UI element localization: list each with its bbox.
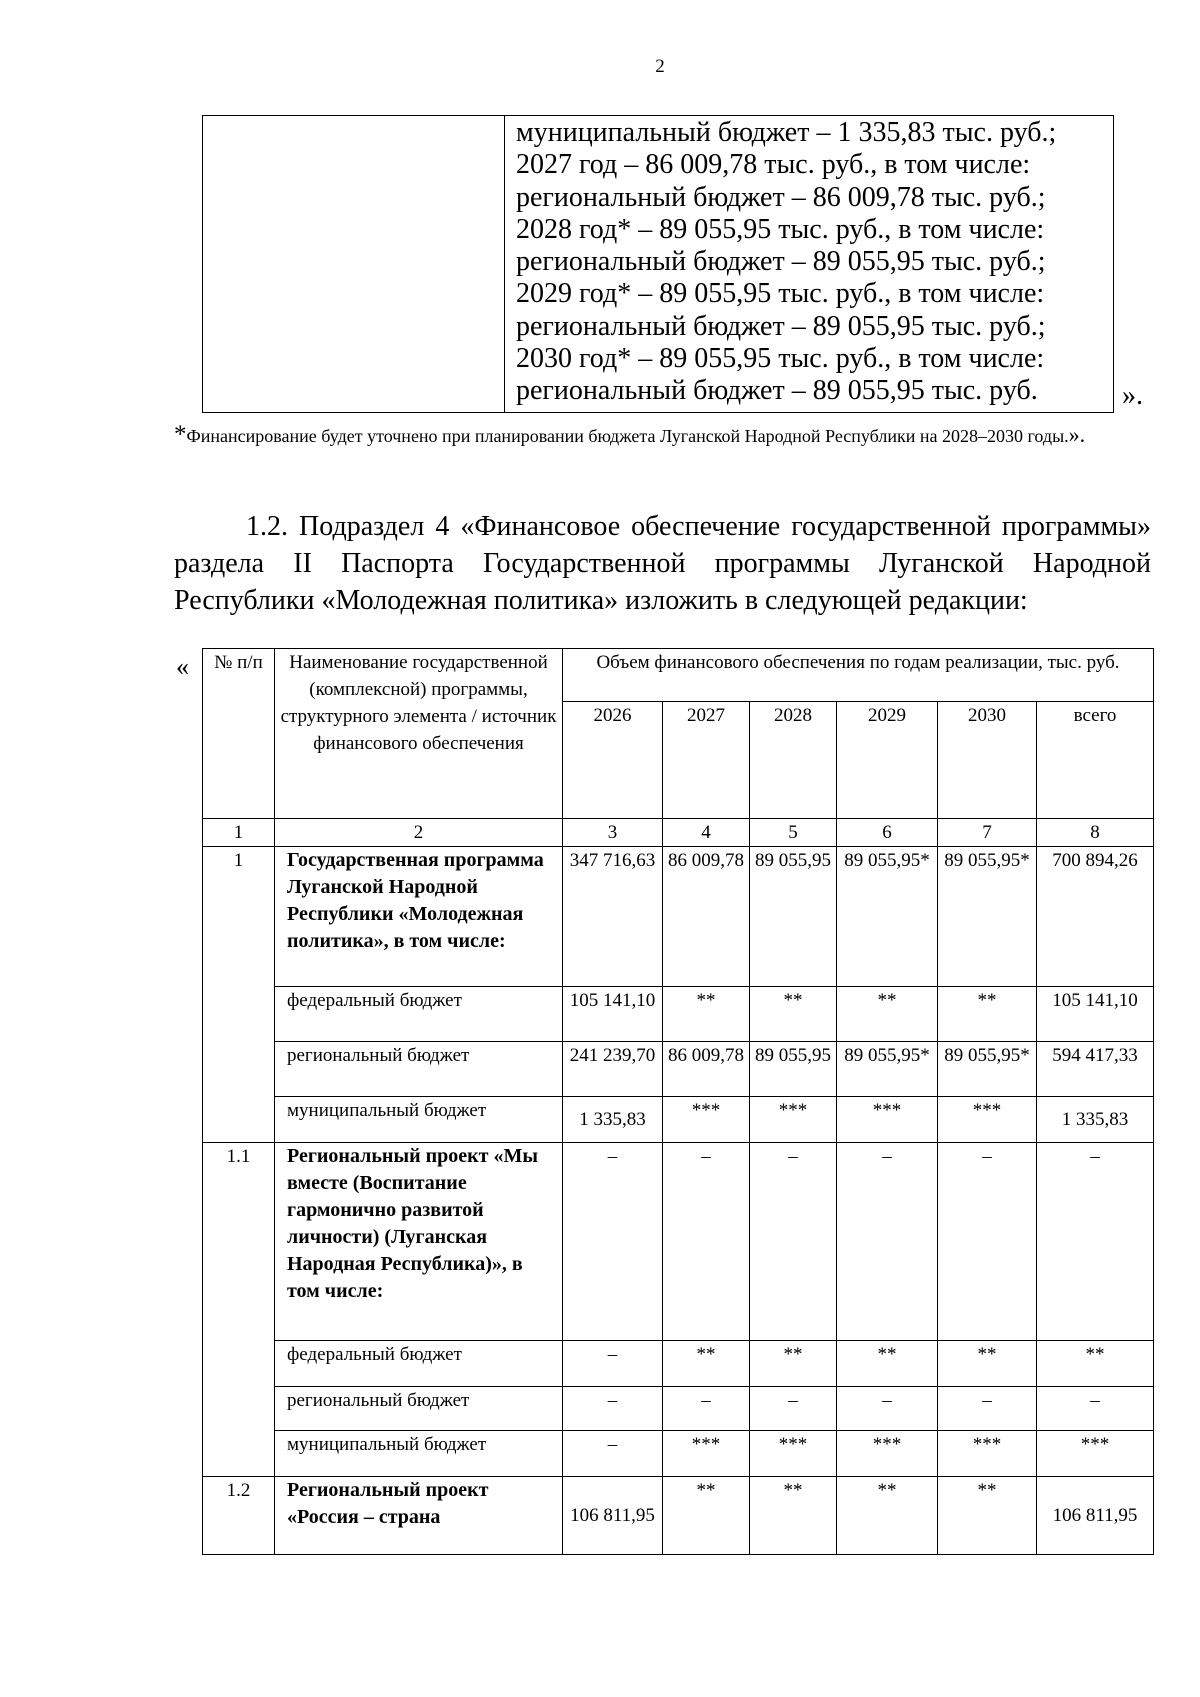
closing-quote: ». xyxy=(1122,380,1143,411)
value-cell: 89 055,95 xyxy=(750,847,837,987)
index-cell: 3 xyxy=(563,819,663,847)
table-row xyxy=(203,1042,1154,1097)
value-cell: – xyxy=(938,1143,1037,1341)
funding-line: муниципальный бюджет – 1 335,83 тыс. руб.; xyxy=(516,117,1057,148)
funding-line: 2029 год* – 89 055,95 тыс. руб., в том числе: xyxy=(516,278,1045,310)
header-row xyxy=(203,649,1154,702)
funding-line: региональный бюджет – 89 055,95 тыс. руб.; xyxy=(516,246,1046,278)
value-cell: ** xyxy=(663,1341,750,1387)
table-row xyxy=(203,1477,1154,1555)
value-cell: – xyxy=(750,1387,837,1431)
value-cell: ** xyxy=(938,1477,1037,1555)
value-cell: *** xyxy=(663,1097,750,1143)
header-total: всего xyxy=(1037,702,1154,819)
index-row xyxy=(203,819,1154,847)
value-cell: *** xyxy=(750,1097,837,1143)
funding-line: 2027 год – 86 009,78 тыс. руб., в том числе: xyxy=(516,149,1031,181)
value-cell: – xyxy=(563,1341,663,1387)
value-cell: – xyxy=(1037,1143,1154,1341)
header-year: 2028 xyxy=(750,702,837,819)
program-name: Государственная программа Луганской Народной Республики «Молодежная политика», в том числе: xyxy=(275,847,563,987)
amendment-paragraph xyxy=(174,508,1151,619)
paragraph-line: Республики «Молодежная политика» изложить в следующей редакции: xyxy=(174,585,1028,616)
value-cell: ** xyxy=(837,1477,938,1555)
value-cell: ** xyxy=(750,1341,837,1387)
value-cell: 89 055,95* xyxy=(837,847,938,987)
project-name: Региональный проект «Россия – страна xyxy=(275,1477,563,1555)
value-cell: 1 335,83 xyxy=(563,1097,663,1143)
value-cell: 241 239,70 xyxy=(563,1042,663,1097)
table-row xyxy=(203,1143,1154,1341)
value-cell: *** xyxy=(1037,1431,1154,1477)
value-cell: ** xyxy=(938,1341,1037,1387)
index-cell: 7 xyxy=(938,819,1037,847)
header-year: 2029 xyxy=(837,702,938,819)
table-row xyxy=(203,987,1154,1042)
value-cell: ** xyxy=(1037,1341,1154,1387)
value-cell: 1 335,83 xyxy=(1037,1097,1154,1143)
value-cell: *** xyxy=(837,1097,938,1143)
index-cell: 6 xyxy=(837,819,938,847)
index-cell: 8 xyxy=(1037,819,1154,847)
index-cell: 5 xyxy=(750,819,837,847)
value-cell: ** xyxy=(663,987,750,1042)
value-cell: – xyxy=(563,1431,663,1477)
header-year: 2027 xyxy=(663,702,750,819)
header-volume: Объем финансового обеспечения по годам реализации, тыс. руб. xyxy=(563,649,1154,702)
source-name: муниципальный бюджет xyxy=(275,1097,563,1143)
value-cell: – xyxy=(837,1387,938,1431)
footnote-text: Финансирование будет уточнено при планировании бюджета Луганской Народной Республики на 2028–2030 годы. xyxy=(186,426,1069,446)
page-number: 2 xyxy=(655,56,665,77)
funding-line: 2030 год* – 89 055,95 тыс. руб., в том числе: xyxy=(516,343,1045,375)
value-cell: – xyxy=(750,1143,837,1341)
footnote-end-quote: ». xyxy=(1068,422,1086,447)
financing-table xyxy=(202,648,1154,1555)
table-row xyxy=(203,1097,1154,1143)
funding-summary-table xyxy=(202,115,1114,413)
value-cell: 86 009,78 xyxy=(663,1042,750,1097)
value-cell: – xyxy=(1037,1387,1154,1431)
value-cell: ** xyxy=(837,987,938,1042)
value-cell: 105 141,10 xyxy=(563,987,663,1042)
value-cell: 700 894,26 xyxy=(1037,847,1154,987)
value-cell: ** xyxy=(938,987,1037,1042)
index-cell: 1 xyxy=(203,819,275,847)
row-num: 1.2 xyxy=(203,1477,275,1555)
paragraph-line: 1.2. Подраздел 4 «Финансовое обеспечение государственной программы» xyxy=(246,511,1151,542)
value-cell: 594 417,33 xyxy=(1037,1042,1154,1097)
value-cell: 89 055,95* xyxy=(837,1042,938,1097)
source-name: федеральный бюджет xyxy=(275,1341,563,1387)
header-num: № п/п xyxy=(203,649,275,819)
value-cell: ** xyxy=(663,1477,750,1555)
paragraph-line: раздела II Паспорта Государственной программы Луганской Народной xyxy=(174,548,1151,579)
index-cell: 2 xyxy=(275,819,563,847)
value-cell: 86 009,78 xyxy=(663,847,750,987)
funding-line: 2028 год* – 89 055,95 тыс. руб., в том числе: xyxy=(516,213,1045,245)
value-cell: – xyxy=(563,1387,663,1431)
value-cell: 106 811,95 xyxy=(1037,1477,1154,1555)
value-cell: 89 055,95 xyxy=(750,1042,837,1097)
value-cell: – xyxy=(938,1387,1037,1431)
header-name: Наименование государственной (комплексной) программы, структурного элемента / источник финансового обеспечения xyxy=(275,649,563,819)
funding-line: региональный бюджет – 89 055,95 тыс. руб.; xyxy=(516,310,1046,342)
table-row xyxy=(203,847,1154,987)
value-cell: *** xyxy=(663,1431,750,1477)
value-cell: 105 141,10 xyxy=(1037,987,1154,1042)
project-name: Региональный проект «Мы вместе (Воспитание гармонично развитой личности) (Луганская Народная Республика)», в том числе: xyxy=(275,1143,563,1341)
value-cell: – xyxy=(837,1143,938,1341)
header-year: 2026 xyxy=(563,702,663,819)
table-row xyxy=(203,1387,1154,1431)
value-cell: 89 055,95* xyxy=(938,1042,1037,1097)
table-row xyxy=(203,1341,1154,1387)
source-name: федеральный бюджет xyxy=(275,987,563,1042)
value-cell: *** xyxy=(938,1431,1037,1477)
value-cell: 106 811,95 xyxy=(563,1477,663,1555)
source-name: региональный бюджет xyxy=(275,1387,563,1431)
empty-label-cell xyxy=(203,116,505,412)
value-cell: – xyxy=(663,1143,750,1341)
value-cell: – xyxy=(663,1387,750,1431)
funding-line: региональный бюджет – 86 009,78 тыс. руб.; xyxy=(516,181,1046,213)
value-cell: ** xyxy=(837,1341,938,1387)
opening-quote: « xyxy=(176,652,189,681)
value-cell: ** xyxy=(750,1477,837,1555)
value-cell: *** xyxy=(938,1097,1037,1143)
value-cell: 347 716,63 xyxy=(563,847,663,987)
source-name: муниципальный бюджет xyxy=(275,1431,563,1477)
value-cell: – xyxy=(563,1143,663,1341)
value-cell: *** xyxy=(750,1431,837,1477)
index-cell: 4 xyxy=(663,819,750,847)
value-cell: 89 055,95* xyxy=(938,847,1037,987)
funding-line: региональный бюджет – 89 055,95 тыс. руб. xyxy=(516,375,1038,407)
source-name: региональный бюджет xyxy=(275,1042,563,1097)
row-num: 1.1 xyxy=(203,1143,275,1477)
table-row xyxy=(203,1431,1154,1477)
value-cell: *** xyxy=(837,1431,938,1477)
header-year: 2030 xyxy=(938,702,1037,819)
row-num: 1 xyxy=(203,847,275,1143)
footnote xyxy=(174,418,1151,453)
value-cell: ** xyxy=(750,987,837,1042)
footnote-star: * xyxy=(174,421,187,448)
funding-summary-cell xyxy=(516,117,1056,408)
